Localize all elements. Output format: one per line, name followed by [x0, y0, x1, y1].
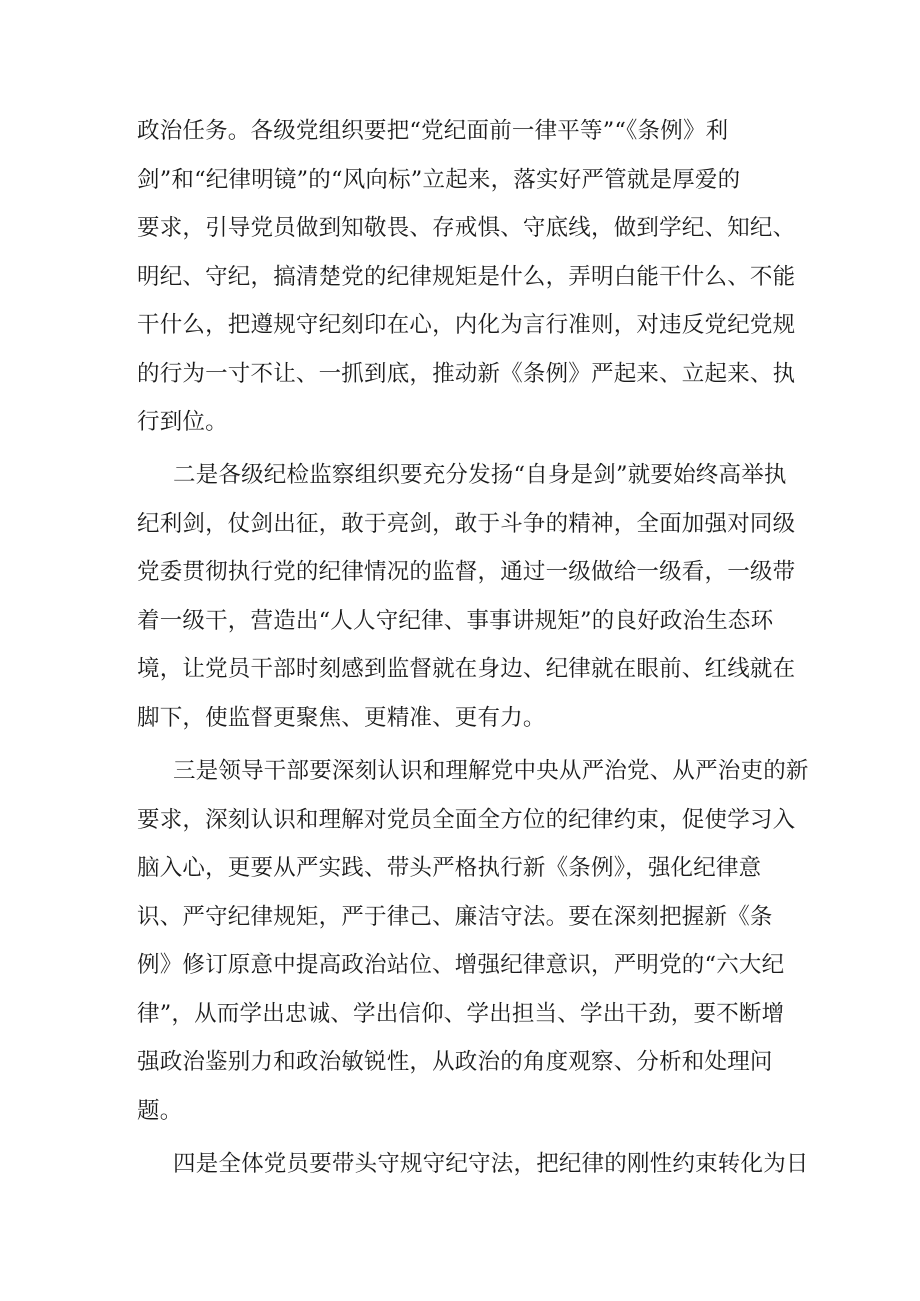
text-line: 律”，从而学出忠诚、学出信仰、学出担当、学出干劲，要不断增 — [137, 1001, 785, 1027]
paragraph-first-line: 四是全体党员要带头守规守纪守法，把纪律的刚性约束转化为日 — [173, 1151, 809, 1177]
text-line: 政治任务。各级党组织要把“党纪面前一律平等”“《条例》利 — [137, 118, 729, 144]
text-line: 要求，引导党员做到知敬畏、存戒惧、守底线，做到学纪、知纪、 — [137, 215, 796, 241]
text-line: 纪利剑，仗剑出征，敢于亮剑，敢于斗争的精神，全面加强对同级 — [137, 511, 796, 537]
text-line: 明纪、守纪，搞清楚党的纪律规矩是什么，弄明白能干什么、不能 — [137, 264, 796, 290]
text-line: 例》修订原意中提高政治站位、增强纪律意识，严明党的“六大纪 — [137, 952, 785, 978]
text-line: 剑”和“纪律明镜”的“风向标”立起来，落实好严管就是厚爱的 — [137, 167, 741, 193]
paragraph-first-line: 三是领导干部要深刻认识和理解党中央从严治党、从严治吏的新 — [173, 758, 809, 784]
text-line: 脚下，使监督更聚焦、更精准、更有力。 — [137, 705, 546, 731]
text-line: 境，让党员干部时刻感到监督就在身边、纪律就在眼前、红线就在 — [137, 656, 796, 682]
text-line: 党委贯彻执行党的纪律情况的监督，通过一级做给一级看，一级带 — [137, 559, 796, 585]
text-line: 脑入心，更要从严实践、带头严格执行新《条例》，强化纪律意 — [137, 855, 762, 881]
text-line: 强政治鉴别力和政治敏锐性，从政治的角度观察、分析和处理问 — [137, 1049, 773, 1075]
text-line: 行到位。 — [137, 409, 228, 435]
text-line: 干什么，把遵规守纪刻印在心，内化为言行准则，对违反党纪党规 — [137, 312, 796, 338]
text-line: 识、严守纪律规矩，严于律己、廉洁守法。要在深刻把握新《条 — [137, 904, 773, 930]
text-line: 要求，深刻认识和理解对党员全面全方位的纪律约束，促使学习入 — [137, 807, 796, 833]
text-line: 题。 — [137, 1098, 183, 1124]
paragraph-first-line: 二是各级纪检监察组织要充分发扬“自身是剑”就要始终高举执 — [173, 462, 787, 488]
text-line: 的行为一寸不让、一抓到底，推动新《条例》严起来、立起来、执 — [137, 361, 796, 387]
text-line: 着一级干，营造出“人人守纪律、事事讲规矩”的良好政治生态环 — [137, 608, 774, 634]
